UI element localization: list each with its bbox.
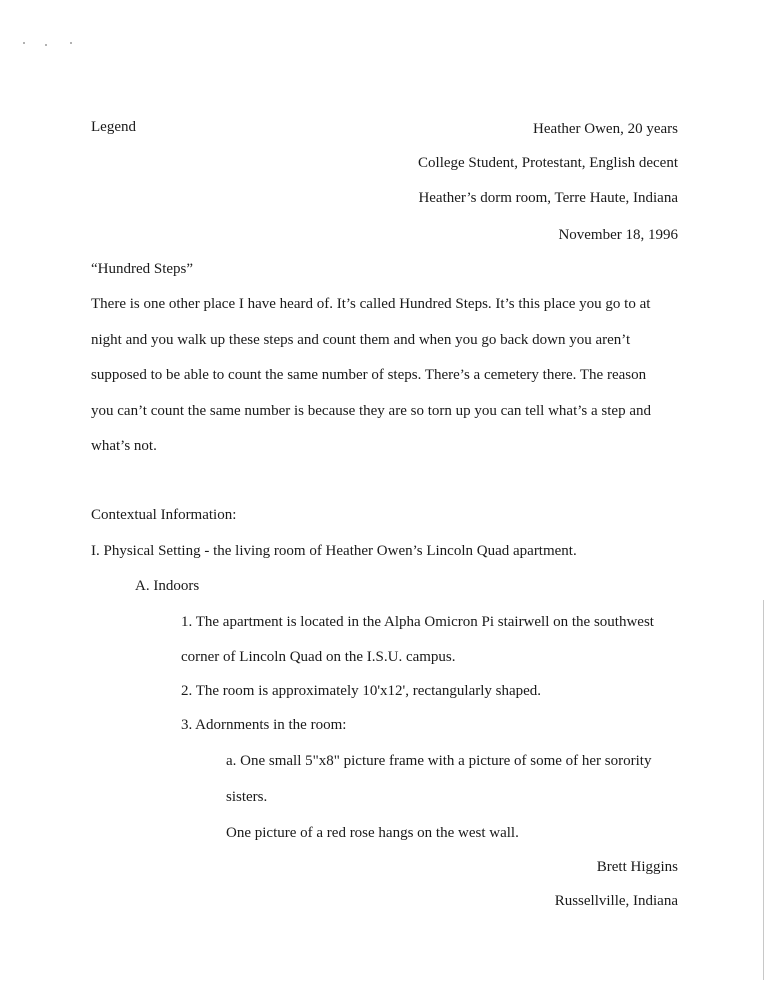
scan-edge-line	[763, 600, 764, 980]
collection-location: Heather’s dorm room, Terre Haute, Indiana	[418, 190, 678, 206]
scan-speck	[45, 44, 47, 46]
legend-text-line: you can’t count the same number is because they are so torn up you can tell what’s a step and	[91, 403, 651, 419]
legend-text-line: supposed to be able to count the same number of steps. There’s a cemetery there. The reason	[91, 367, 647, 383]
scan-speck	[70, 42, 72, 44]
informant-name-age: Heather Owen, 20 years	[533, 121, 678, 137]
outline-item-2: 2. The room is approximately 10'x12', rectangularly shaped.	[181, 683, 542, 699]
legend-text-line: what’s not.	[91, 438, 157, 454]
informant-details: College Student, Protestant, English decent	[418, 155, 678, 171]
outline-item-A: A. Indoors	[135, 578, 200, 594]
outline-item-a-continued: sisters.	[226, 789, 268, 805]
collection-date: November 18, 1996	[558, 227, 678, 243]
outline-item-a: a. One small 5"x8" picture frame with a picture of some of her sorority	[226, 753, 652, 769]
legend-text-line: There is one other place I have heard of. It’s called Hundred Steps. It’s this place you go to at	[91, 296, 651, 312]
collector-name: Brett Higgins	[596, 859, 678, 875]
outline-item-3: 3. Adornments in the room:	[181, 717, 347, 733]
context-heading: Contextual Information:	[91, 507, 237, 523]
outline-item-1-continued: corner of Lincoln Quad on the I.S.U. campus.	[181, 649, 456, 665]
outline-item-I: I. Physical Setting - the living room of Heather Owen’s Lincoln Quad apartment.	[91, 543, 577, 559]
legend-label: Legend	[91, 119, 136, 135]
scan-speck	[23, 42, 25, 44]
legend-title: “Hundred Steps”	[91, 261, 194, 277]
legend-text-line: night and you walk up these steps and count them and when you go back down you aren’t	[91, 332, 631, 348]
outline-item-1: 1. The apartment is located in the Alpha Omicron Pi stairwell on the southwest	[181, 614, 654, 630]
outline-item-b: One picture of a red rose hangs on the west wall.	[226, 825, 519, 841]
collector-town: Russellville, Indiana	[554, 893, 678, 909]
